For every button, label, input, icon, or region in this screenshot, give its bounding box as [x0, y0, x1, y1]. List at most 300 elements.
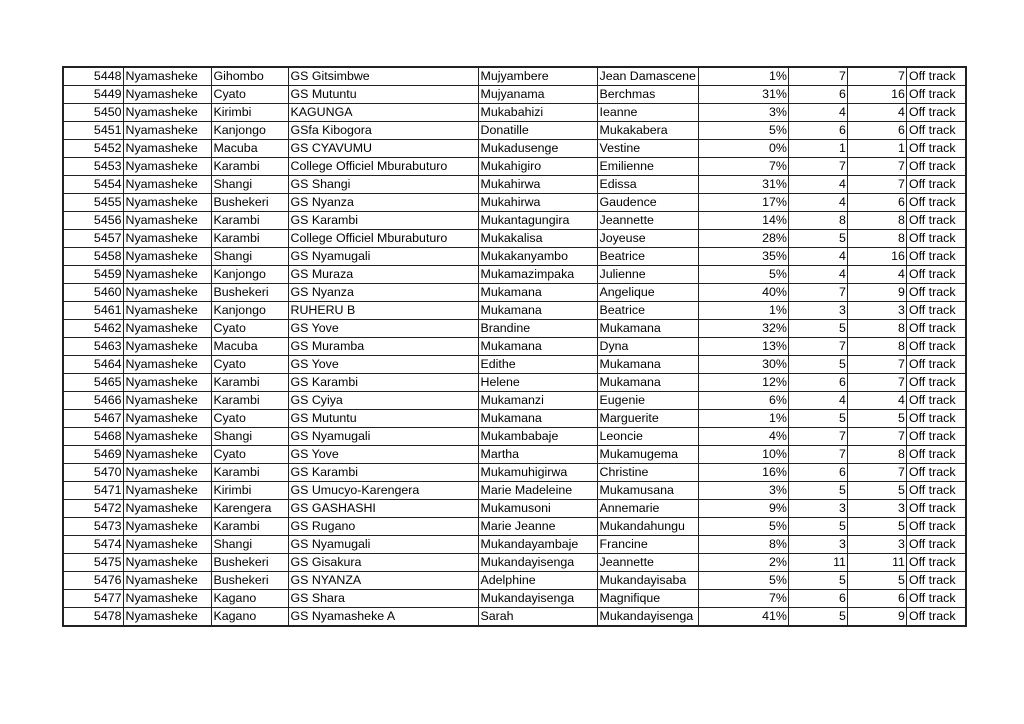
- cell-district: Nyamasheke: [123, 392, 211, 410]
- cell-last-name: Mukamanzi: [478, 392, 597, 410]
- cell-school: GS Shara: [288, 590, 478, 608]
- cell-first-name: Magnifique: [597, 590, 698, 608]
- table-row: [63, 500, 966, 518]
- cell-row-id: 5458: [63, 248, 123, 266]
- cell-school: RUHERU B: [288, 302, 478, 320]
- cell-row-id: 5472: [63, 500, 123, 518]
- cell-row-id: 5467: [63, 410, 123, 428]
- cell-last-name: Mukandayambaje: [478, 536, 597, 554]
- cell-school: KAGUNGA: [288, 104, 478, 122]
- cell-last-name: Mujyambere: [478, 67, 597, 86]
- cell-count-a: 6: [788, 86, 847, 104]
- cell-count-a: 4: [788, 248, 847, 266]
- cell-status: Off track: [906, 212, 966, 230]
- cell-school: GS Cyiya: [288, 392, 478, 410]
- cell-first-name: Christine: [597, 464, 698, 482]
- cell-count-a: 5: [788, 230, 847, 248]
- cell-percentage: 14%: [698, 212, 788, 230]
- table-row: [63, 122, 966, 140]
- table-row: [63, 230, 966, 248]
- cell-school: GS Nyamugali: [288, 428, 478, 446]
- cell-status: Off track: [906, 122, 966, 140]
- cell-percentage: 28%: [698, 230, 788, 248]
- cell-percentage: 10%: [698, 446, 788, 464]
- cell-row-id: 5465: [63, 374, 123, 392]
- cell-row-id: 5476: [63, 572, 123, 590]
- cell-status: Off track: [906, 518, 966, 536]
- cell-count-b: 7: [847, 356, 906, 374]
- cell-row-id: 5459: [63, 266, 123, 284]
- cell-school: GSfa Kibogora: [288, 122, 478, 140]
- cell-row-id: 5451: [63, 122, 123, 140]
- cell-school: College Officiel Mburabuturo: [288, 230, 478, 248]
- table-row: [63, 104, 966, 122]
- cell-district: Nyamasheke: [123, 212, 211, 230]
- cell-row-id: 5466: [63, 392, 123, 410]
- cell-count-b: 4: [847, 104, 906, 122]
- cell-row-id: 5452: [63, 140, 123, 158]
- cell-percentage: 31%: [698, 86, 788, 104]
- cell-percentage: 32%: [698, 320, 788, 338]
- cell-status: Off track: [906, 464, 966, 482]
- cell-count-b: 16: [847, 86, 906, 104]
- cell-sector: Shangi: [211, 536, 288, 554]
- table-row: [63, 518, 966, 536]
- cell-district: Nyamasheke: [123, 320, 211, 338]
- cell-percentage: 7%: [698, 590, 788, 608]
- table-row: [63, 392, 966, 410]
- table-body: [63, 67, 966, 626]
- cell-sector: Karambi: [211, 392, 288, 410]
- cell-last-name: Mukamana: [478, 284, 597, 302]
- cell-count-a: 6: [788, 374, 847, 392]
- table-row: [63, 572, 966, 590]
- cell-count-a: 4: [788, 392, 847, 410]
- cell-sector: Macuba: [211, 140, 288, 158]
- cell-district: Nyamasheke: [123, 302, 211, 320]
- cell-school: GS Shangi: [288, 176, 478, 194]
- cell-last-name: Brandine: [478, 320, 597, 338]
- cell-district: Nyamasheke: [123, 104, 211, 122]
- cell-count-b: 7: [847, 428, 906, 446]
- cell-row-id: 5469: [63, 446, 123, 464]
- cell-percentage: 16%: [698, 464, 788, 482]
- cell-school: GS Nyamugali: [288, 248, 478, 266]
- cell-count-b: 9: [847, 608, 906, 627]
- cell-last-name: Mukahigiro: [478, 158, 597, 176]
- cell-percentage: 5%: [698, 518, 788, 536]
- cell-first-name: Mukandayisaba: [597, 572, 698, 590]
- cell-first-name: Dyna: [597, 338, 698, 356]
- cell-count-b: 8: [847, 212, 906, 230]
- cell-count-a: 7: [788, 158, 847, 176]
- table-row: [63, 86, 966, 104]
- cell-last-name: Mukamuhigirwa: [478, 464, 597, 482]
- cell-count-a: 4: [788, 104, 847, 122]
- cell-count-b: 8: [847, 446, 906, 464]
- cell-count-a: 5: [788, 608, 847, 627]
- cell-status: Off track: [906, 140, 966, 158]
- table-row: [63, 536, 966, 554]
- table-row: [63, 266, 966, 284]
- cell-count-a: 7: [788, 446, 847, 464]
- cell-district: Nyamasheke: [123, 122, 211, 140]
- cell-sector: Karambi: [211, 464, 288, 482]
- cell-first-name: Mukandahungu: [597, 518, 698, 536]
- cell-last-name: Mukabahizi: [478, 104, 597, 122]
- cell-count-b: 16: [847, 248, 906, 266]
- cell-row-id: 5448: [63, 67, 123, 86]
- cell-first-name: Jeannette: [597, 554, 698, 572]
- cell-school: GS Nyamasheke A: [288, 608, 478, 627]
- cell-school: GS Umucyo-Karengera: [288, 482, 478, 500]
- cell-count-b: 4: [847, 392, 906, 410]
- cell-status: Off track: [906, 572, 966, 590]
- cell-district: Nyamasheke: [123, 230, 211, 248]
- cell-status: Off track: [906, 590, 966, 608]
- table-row: [63, 194, 966, 212]
- cell-count-b: 7: [847, 176, 906, 194]
- cell-sector: Bushekeri: [211, 554, 288, 572]
- cell-school: GS Muramba: [288, 338, 478, 356]
- cell-status: Off track: [906, 428, 966, 446]
- cell-count-a: 5: [788, 572, 847, 590]
- cell-count-b: 5: [847, 410, 906, 428]
- cell-count-a: 11: [788, 554, 847, 572]
- cell-count-b: 8: [847, 338, 906, 356]
- cell-count-a: 5: [788, 518, 847, 536]
- cell-percentage: 1%: [698, 410, 788, 428]
- cell-last-name: Mukakalisa: [478, 230, 597, 248]
- cell-district: Nyamasheke: [123, 356, 211, 374]
- cell-school: College Officiel Mburabuturo: [288, 158, 478, 176]
- cell-count-b: 4: [847, 266, 906, 284]
- cell-district: Nyamasheke: [123, 248, 211, 266]
- cell-last-name: Mukahirwa: [478, 176, 597, 194]
- cell-percentage: 2%: [698, 554, 788, 572]
- cell-first-name: Mukamana: [597, 374, 698, 392]
- table-row: [63, 374, 966, 392]
- cell-last-name: Mukandayisenga: [478, 590, 597, 608]
- cell-sector: Kanjongo: [211, 302, 288, 320]
- cell-first-name: Jean Damascene: [597, 67, 698, 86]
- cell-status: Off track: [906, 392, 966, 410]
- cell-percentage: 5%: [698, 266, 788, 284]
- table-row: [63, 67, 966, 86]
- cell-district: Nyamasheke: [123, 518, 211, 536]
- cell-school: GS Mutuntu: [288, 410, 478, 428]
- cell-status: Off track: [906, 158, 966, 176]
- cell-status: Off track: [906, 320, 966, 338]
- cell-count-b: 7: [847, 374, 906, 392]
- cell-district: Nyamasheke: [123, 410, 211, 428]
- cell-count-a: 6: [788, 464, 847, 482]
- cell-last-name: Mujyanama: [478, 86, 597, 104]
- cell-percentage: 9%: [698, 500, 788, 518]
- cell-district: Nyamasheke: [123, 86, 211, 104]
- table-row: [63, 284, 966, 302]
- cell-last-name: Helene: [478, 374, 597, 392]
- cell-school: GS Nyanza: [288, 284, 478, 302]
- cell-sector: Kirimbi: [211, 104, 288, 122]
- cell-sector: Karengera: [211, 500, 288, 518]
- cell-last-name: Marie Jeanne: [478, 518, 597, 536]
- table-row: [63, 338, 966, 356]
- cell-status: Off track: [906, 266, 966, 284]
- cell-sector: Karambi: [211, 374, 288, 392]
- cell-first-name: Ieanne: [597, 104, 698, 122]
- cell-school: GS Nyanza: [288, 194, 478, 212]
- cell-district: Nyamasheke: [123, 536, 211, 554]
- cell-percentage: 5%: [698, 572, 788, 590]
- cell-percentage: 4%: [698, 428, 788, 446]
- cell-district: Nyamasheke: [123, 482, 211, 500]
- cell-count-b: 7: [847, 158, 906, 176]
- cell-count-a: 1: [788, 140, 847, 158]
- cell-first-name: Mukamana: [597, 356, 698, 374]
- cell-sector: Macuba: [211, 338, 288, 356]
- cell-school: GS Karambi: [288, 374, 478, 392]
- cell-count-b: 6: [847, 590, 906, 608]
- cell-count-a: 5: [788, 482, 847, 500]
- table-row: [63, 356, 966, 374]
- cell-status: Off track: [906, 194, 966, 212]
- cell-sector: Karambi: [211, 518, 288, 536]
- cell-count-a: 5: [788, 320, 847, 338]
- cell-district: Nyamasheke: [123, 590, 211, 608]
- cell-first-name: Berchmas: [597, 86, 698, 104]
- spreadsheet-table: [62, 66, 967, 627]
- cell-sector: Kanjongo: [211, 122, 288, 140]
- cell-row-id: 5474: [63, 536, 123, 554]
- cell-percentage: 17%: [698, 194, 788, 212]
- cell-status: Off track: [906, 302, 966, 320]
- cell-percentage: 3%: [698, 482, 788, 500]
- cell-district: Nyamasheke: [123, 374, 211, 392]
- cell-first-name: Mukamana: [597, 320, 698, 338]
- cell-school: GS Yove: [288, 446, 478, 464]
- cell-status: Off track: [906, 374, 966, 392]
- cell-first-name: Jeannette: [597, 212, 698, 230]
- cell-count-a: 4: [788, 266, 847, 284]
- cell-first-name: Joyeuse: [597, 230, 698, 248]
- cell-count-a: 4: [788, 194, 847, 212]
- cell-count-b: 6: [847, 194, 906, 212]
- cell-first-name: Mukamusana: [597, 482, 698, 500]
- cell-count-a: 6: [788, 590, 847, 608]
- cell-last-name: Marie Madeleine: [478, 482, 597, 500]
- cell-last-name: Mukamusoni: [478, 500, 597, 518]
- cell-district: Nyamasheke: [123, 500, 211, 518]
- cell-status: Off track: [906, 446, 966, 464]
- table-row: [63, 320, 966, 338]
- cell-count-a: 3: [788, 536, 847, 554]
- cell-count-b: 5: [847, 482, 906, 500]
- table-row: [63, 212, 966, 230]
- cell-count-b: 5: [847, 572, 906, 590]
- cell-sector: Shangi: [211, 248, 288, 266]
- cell-first-name: Beatrice: [597, 248, 698, 266]
- cell-count-b: 9: [847, 284, 906, 302]
- table-row: [63, 608, 966, 627]
- cell-status: Off track: [906, 230, 966, 248]
- cell-row-id: 5464: [63, 356, 123, 374]
- cell-count-a: 7: [788, 284, 847, 302]
- cell-row-id: 5462: [63, 320, 123, 338]
- cell-percentage: 12%: [698, 374, 788, 392]
- cell-count-b: 8: [847, 230, 906, 248]
- cell-row-id: 5468: [63, 428, 123, 446]
- table-row: [63, 446, 966, 464]
- cell-last-name: Edithe: [478, 356, 597, 374]
- table-row: [63, 410, 966, 428]
- cell-count-a: 7: [788, 67, 847, 86]
- cell-district: Nyamasheke: [123, 428, 211, 446]
- cell-percentage: 6%: [698, 392, 788, 410]
- cell-school: GS Gisakura: [288, 554, 478, 572]
- cell-count-b: 8: [847, 320, 906, 338]
- cell-last-name: Mukamana: [478, 302, 597, 320]
- cell-sector: Bushekeri: [211, 572, 288, 590]
- cell-school: GS Karambi: [288, 212, 478, 230]
- cell-status: Off track: [906, 67, 966, 86]
- cell-status: Off track: [906, 482, 966, 500]
- cell-row-id: 5450: [63, 104, 123, 122]
- cell-first-name: Emilienne: [597, 158, 698, 176]
- cell-first-name: Mukandayisenga: [597, 608, 698, 627]
- cell-school: GS Mutuntu: [288, 86, 478, 104]
- cell-row-id: 5477: [63, 590, 123, 608]
- cell-first-name: Gaudence: [597, 194, 698, 212]
- cell-row-id: 5463: [63, 338, 123, 356]
- cell-district: Nyamasheke: [123, 140, 211, 158]
- cell-district: Nyamasheke: [123, 194, 211, 212]
- cell-status: Off track: [906, 554, 966, 572]
- cell-last-name: Martha: [478, 446, 597, 464]
- table-row: [63, 428, 966, 446]
- cell-percentage: 3%: [698, 104, 788, 122]
- cell-first-name: Angelique: [597, 284, 698, 302]
- cell-school: GS Karambi: [288, 464, 478, 482]
- cell-district: Nyamasheke: [123, 554, 211, 572]
- cell-sector: Kirimbi: [211, 482, 288, 500]
- cell-last-name: Sarah: [478, 608, 597, 627]
- cell-last-name: Mukandayisenga: [478, 554, 597, 572]
- table-row: [63, 140, 966, 158]
- cell-sector: Karambi: [211, 230, 288, 248]
- table-row: [63, 158, 966, 176]
- cell-row-id: 5460: [63, 284, 123, 302]
- cell-status: Off track: [906, 356, 966, 374]
- table-row: [63, 176, 966, 194]
- cell-status: Off track: [906, 104, 966, 122]
- cell-sector: Karambi: [211, 212, 288, 230]
- cell-count-b: 3: [847, 302, 906, 320]
- cell-status: Off track: [906, 284, 966, 302]
- cell-status: Off track: [906, 338, 966, 356]
- cell-status: Off track: [906, 410, 966, 428]
- table-row: [63, 302, 966, 320]
- cell-district: Nyamasheke: [123, 284, 211, 302]
- cell-count-b: 1: [847, 140, 906, 158]
- cell-first-name: Mukakabera: [597, 122, 698, 140]
- cell-sector: Cyato: [211, 356, 288, 374]
- cell-percentage: 41%: [698, 608, 788, 627]
- cell-last-name: Mukantagungira: [478, 212, 597, 230]
- cell-row-id: 5454: [63, 176, 123, 194]
- cell-count-a: 8: [788, 212, 847, 230]
- table-row: [63, 482, 966, 500]
- cell-percentage: 35%: [698, 248, 788, 266]
- cell-count-a: 4: [788, 176, 847, 194]
- cell-first-name: Francine: [597, 536, 698, 554]
- table-row: [63, 554, 966, 572]
- cell-district: Nyamasheke: [123, 338, 211, 356]
- cell-count-b: 3: [847, 536, 906, 554]
- cell-first-name: Julienne: [597, 266, 698, 284]
- cell-last-name: Mukadusenge: [478, 140, 597, 158]
- cell-status: Off track: [906, 248, 966, 266]
- cell-school: GS GASHASHI: [288, 500, 478, 518]
- cell-school: GS Gitsimbwe: [288, 67, 478, 86]
- cell-percentage: 0%: [698, 140, 788, 158]
- cell-status: Off track: [906, 536, 966, 554]
- cell-last-name: Mukamana: [478, 410, 597, 428]
- cell-count-b: 11: [847, 554, 906, 572]
- cell-first-name: Annemarie: [597, 500, 698, 518]
- cell-count-a: 7: [788, 338, 847, 356]
- cell-row-id: 5453: [63, 158, 123, 176]
- cell-last-name: Mukambabaje: [478, 428, 597, 446]
- cell-row-id: 5478: [63, 608, 123, 627]
- cell-row-id: 5456: [63, 212, 123, 230]
- cell-last-name: Mukahirwa: [478, 194, 597, 212]
- cell-sector: Cyato: [211, 446, 288, 464]
- cell-row-id: 5470: [63, 464, 123, 482]
- cell-count-b: 7: [847, 67, 906, 86]
- cell-percentage: 8%: [698, 536, 788, 554]
- cell-school: GS CYAVUMU: [288, 140, 478, 158]
- cell-first-name: Vestine: [597, 140, 698, 158]
- cell-district: Nyamasheke: [123, 446, 211, 464]
- cell-sector: Gihombo: [211, 67, 288, 86]
- cell-percentage: 1%: [698, 302, 788, 320]
- cell-school: GS NYANZA: [288, 572, 478, 590]
- cell-last-name: Mukamazimpaka: [478, 266, 597, 284]
- cell-count-b: 3: [847, 500, 906, 518]
- cell-status: Off track: [906, 608, 966, 627]
- cell-row-id: 5461: [63, 302, 123, 320]
- table-row: [63, 590, 966, 608]
- cell-status: Off track: [906, 176, 966, 194]
- cell-percentage: 40%: [698, 284, 788, 302]
- cell-percentage: 5%: [698, 122, 788, 140]
- table-row: [63, 248, 966, 266]
- cell-percentage: 30%: [698, 356, 788, 374]
- cell-last-name: Mukamana: [478, 338, 597, 356]
- cell-count-a: 5: [788, 356, 847, 374]
- cell-sector: Karambi: [211, 158, 288, 176]
- cell-row-id: 5449: [63, 86, 123, 104]
- cell-sector: Kagano: [211, 590, 288, 608]
- cell-district: Nyamasheke: [123, 266, 211, 284]
- cell-row-id: 5473: [63, 518, 123, 536]
- cell-sector: Cyato: [211, 320, 288, 338]
- cell-first-name: Leoncie: [597, 428, 698, 446]
- cell-last-name: Mukakanyambo: [478, 248, 597, 266]
- cell-first-name: Eugenie: [597, 392, 698, 410]
- cell-sector: Cyato: [211, 410, 288, 428]
